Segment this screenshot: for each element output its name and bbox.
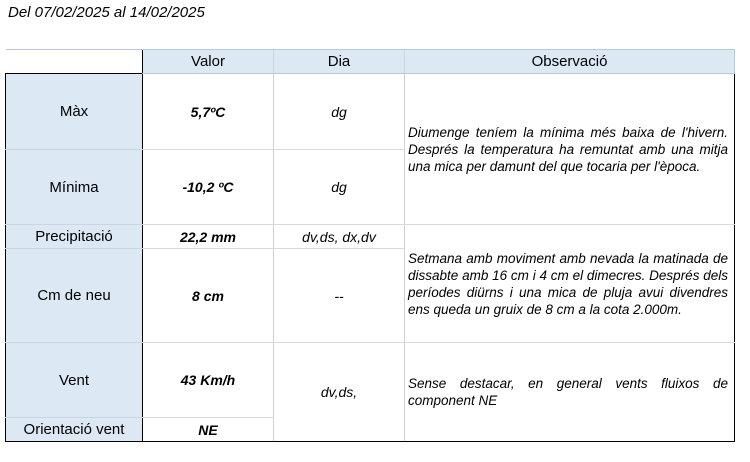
header-observacio: Observació <box>405 50 735 74</box>
table-row <box>6 225 735 249</box>
table-header-row <box>6 50 735 74</box>
weather-summary-table <box>5 49 735 442</box>
day-min: dg <box>274 150 405 225</box>
day-snow: -- <box>274 249 405 343</box>
value-precipitation: 22,2 mm <box>143 225 274 249</box>
day-max: dg <box>274 74 405 150</box>
value-wind-direction: NE <box>143 418 274 442</box>
row-label-snow: Cm de neu <box>6 249 143 343</box>
header-valor: Valor <box>143 50 274 74</box>
day-wind: dv,ds, <box>274 343 405 442</box>
table-row <box>6 343 735 418</box>
row-label-min: Mínima <box>6 150 143 225</box>
value-min: -10,2 ºC <box>143 150 274 225</box>
value-wind: 43 Km/h <box>143 343 274 418</box>
day-precipitation: dv,ds, dx,dv <box>274 225 405 249</box>
row-label-wind: Vent <box>6 343 143 418</box>
row-label-wind-direction: Orientació vent <box>6 418 143 442</box>
value-max: 5,7ºC <box>143 74 274 150</box>
period-title: Del 07/02/2025 al 14/02/2025 <box>8 4 205 21</box>
observation-precipitation: Setmana amb moviment amb nevada la matinada de dissabte amb 16 cm i 4 cm el dimecres. Després dels períodes diürns i una mica de pluja avui divendres ens queda un gruix de 8 cm a la cota 2.000m. <box>405 225 735 343</box>
observation-wind: Sense destacar, en general vents fluixos de component NE <box>405 343 735 442</box>
header-blank-cell <box>6 50 143 74</box>
row-label-max: Màx <box>6 74 143 150</box>
header-dia: Dia <box>274 50 405 74</box>
row-label-precipitation: Precipitació <box>6 225 143 249</box>
table-row <box>6 74 735 150</box>
value-snow: 8 cm <box>143 249 274 343</box>
observation-temperature: Diumenge teníem la mínima més baixa de l'hivern. Després la temperatura ha remuntat amb una mitja una mica per damunt del que tocaria per l'època. <box>405 74 735 225</box>
